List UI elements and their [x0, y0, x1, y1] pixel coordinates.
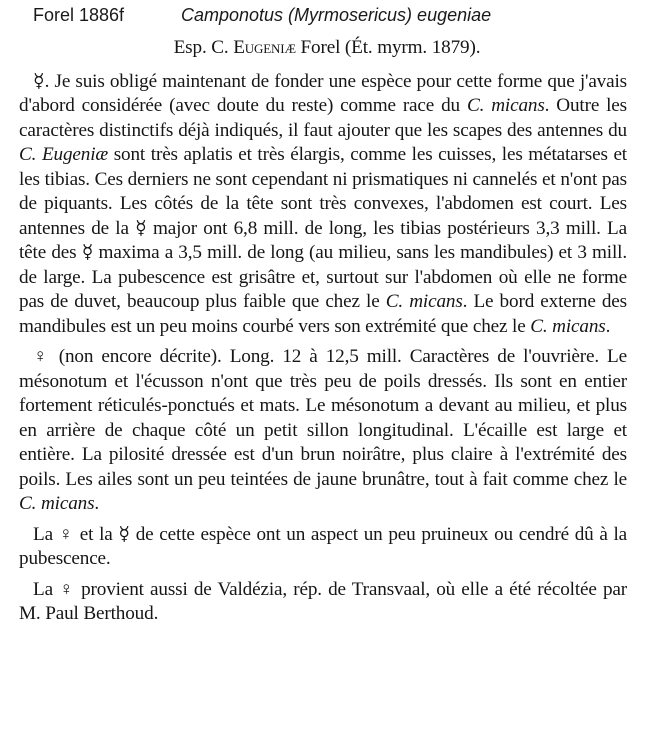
heading-prefix: Esp. C.: [173, 37, 234, 58]
appearance-note: [19, 523, 627, 572]
text-run: La ♀ et la ☿ de cette espèce ont un aspect un peu pruineux ou cendré dû à la pubescence.: [19, 523, 627, 569]
worker-description: [19, 70, 627, 340]
text-run: La ♀ provient aussi de Valdézia, rép. de Transvaal, où elle a été récoltée par M. Paul Berthoud.: [19, 578, 627, 624]
text-run: .: [605, 315, 611, 337]
text-run: ☿. Je suis obligé maintenant de fonder une espèce pour cette forme que j'avais d'abord considérée (avec doute du reste) comme race du: [19, 70, 627, 116]
locality-note: [19, 578, 627, 627]
species-ref: C. micans: [530, 315, 606, 337]
text-run: sont très aplatis et très élargis, comme les cuisses, les métatarses et les tibias. Ces derniers ne sont cependant ni prismatiques ni cannelés et n'ont pas de piquants. Les côtés de la tête sont très convexes, l'abdomen est court. Les antennes de la ☿ major ont 6,8 mill. de long, les tibias postérieurs 3,3 mill. La tête des ☿ maxima a 3,5 mill. de long (au milieu, sans les mandibules) et 3 mill. de large. La pubescence est grisâtre et, surtout sur l'abdomen où elle ne forme pas de duvet, beaucoup plus faible que chez le: [19, 144, 627, 312]
species-ref: C. micans: [466, 95, 545, 116]
reference-label: Forel 1886f: [33, 5, 125, 25]
heading-suffix: Forel (Ét. myrm. 1879).: [295, 37, 481, 58]
text-run: . Le bord externe des mandibules est un peu moins courbé vers son extrémité que chez le: [19, 291, 627, 337]
species-heading: [19, 36, 627, 61]
figure-header: [0, 0, 645, 34]
taxon-name: Camponotus (Myrmosericus) eugeniae: [181, 5, 492, 25]
female-description: [19, 345, 627, 517]
species-ref: C. micans: [385, 291, 463, 312]
heading-species-name: Eugeniæ: [233, 37, 296, 58]
species-ref: C. micans: [19, 493, 95, 514]
page-body: [19, 36, 627, 633]
text-run: . Outre les caractères distinctifs déjà indiqués, il faut ajouter que les scapes des antennes du: [19, 95, 627, 141]
species-ref: C. Eugeniæ: [19, 144, 109, 165]
text-run: ♀ (non encore décrite). Long. 12 à 12,5 mill. Caractères de l'ouvrière. Le mésonotum et l'écusson n'ont que très peu de poils dressés. Ils sont en entier fortement réticulés-ponctués et mats. Le mésonotum a devant au milieu, et plus en arrière de chaque côté un petit sillon longitudinal. L'écaille est large et entière. La pilosité dressée est d'un brun noirâtre, plus claire à l'extrémité des poils. Les ailes sont un peu teintées de jaune brunâtre, tout à fait comme chez le: [19, 346, 627, 490]
text-run: .: [94, 493, 100, 514]
